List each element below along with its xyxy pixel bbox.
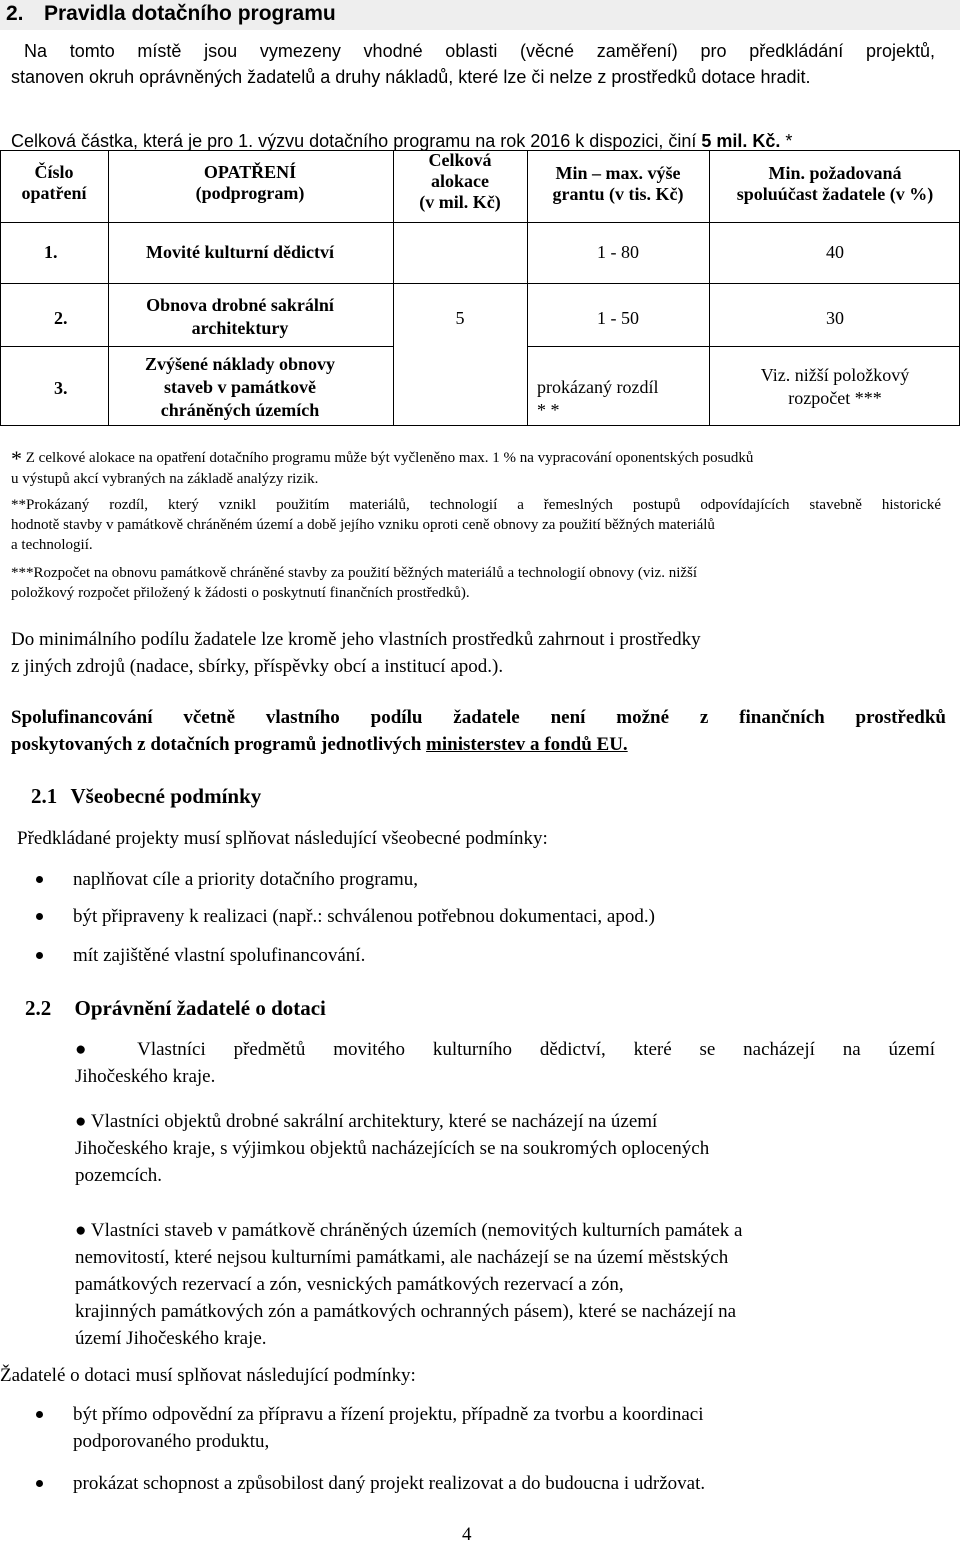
header-grant-range	[528, 163, 708, 205]
eligible-item-1-line1: Vlastníci předmětů movitého kulturního dědictví, které se nacházejí na území	[137, 1039, 935, 1060]
note-3-line2: položkový rozpočet přiložený k žádosti o poskytnutí finančních prostředků).	[11, 585, 470, 601]
header-number	[14, 162, 94, 204]
table-border-bottom	[0, 425, 960, 426]
row2-measure-line2: architektury	[191, 318, 289, 338]
section-heading	[0, 0, 960, 30]
conditions-bullet-1-line2: podporovaného produktu,	[73, 1431, 270, 1452]
row3-min-share-line2: rozpočet ***	[788, 388, 882, 408]
eligible-item-3-line5: území Jihočeského kraje.	[75, 1328, 267, 1349]
header-allocation-line3: (v mil. Kč)	[419, 192, 501, 212]
row3-measure-line3: chráněných územích	[160, 400, 320, 420]
eligible-item-2-line2: Jihočeského kraje, s výjimkou objektů nacházejících se na soukromých oplocených	[75, 1138, 710, 1159]
note-3-line1: ***Rozpočet na obnovu památkově chráněné stavby za použití běžných materiálů a technologií obnovy (viz. nižší	[11, 565, 698, 581]
conditions-intro: Žadatelé o dotaci musí splňovat následující podmínky:	[0, 1365, 416, 1386]
note-1-star: *	[11, 446, 22, 471]
header-min-share	[710, 163, 960, 205]
table-header-bottom	[0, 222, 960, 223]
eligible-item-3-line2: nemovitostí, které nejsou kulturními památkami, ale nacházejí se na území městských	[75, 1247, 729, 1268]
general-intro: Předkládané projekty musí splňovat následující všeobecné podmínky:	[17, 828, 548, 849]
conditions-bullet-1	[73, 1401, 939, 1455]
eligible-item-2-line3: pozemcích.	[75, 1165, 163, 1186]
eligible-item-2-line1: Vlastníci objektů drobné sakrální architektury, které se nacházejí na území	[90, 1111, 658, 1132]
own-funds-line2: z jiných zdrojů (nadace, sbírky, příspěvky obcí a institucí apod.).	[11, 656, 504, 677]
note-3	[11, 563, 941, 603]
table-row2-bottom-left	[0, 346, 393, 347]
page-number: 4	[462, 1524, 472, 1545]
conditions-bullet-2: prokázat schopnost a způsobilost daný projekt realizovat a do budoucna i udržovat.	[73, 1473, 706, 1494]
bullet-icon	[36, 1411, 43, 1418]
bullet-icon	[36, 1480, 43, 1487]
cofinancing-link-text: ministerstev a fondů EU.	[426, 734, 628, 755]
subsection-eligible-title: Oprávnění žadatelé o dotaci	[74, 996, 326, 1020]
general-bullet-2: být připraveny k realizaci (např.: schválenou potřebnou dokumentaci, apod.)	[73, 906, 655, 927]
total-amount-text: Celková částka, která je pro 1. výzvu dotačního programu na rok 2016 k dispozici, činí	[11, 131, 697, 151]
section-title: Pravidla dotačního programu	[44, 2, 336, 25]
table-divider-3	[527, 150, 528, 425]
subsection-general-title: Všeobecné podmínky	[70, 784, 262, 808]
intro-line-2: stanoven okruh oprávněných žadatelů a druhy nákladů, které lze či nelze z prostředků dotace hradit.	[11, 67, 811, 87]
row3-measure-line2: staveb v památkově	[164, 377, 316, 397]
table-divider-4	[709, 150, 710, 425]
header-grant-range-line1: Min – max. výše	[555, 163, 681, 183]
subsection-eligible-heading	[25, 996, 326, 1021]
header-measure-line1: OPATŘENÍ	[203, 162, 297, 182]
row3-grant-range-line1: prokázaný rozdíl	[537, 377, 659, 397]
eligible-item-1-line2: Jihočeského kraje.	[75, 1066, 216, 1087]
cofinancing-paragraph	[11, 704, 946, 758]
conditions-bullet-1-line1: být přímo odpovědní za přípravu a řízení projektu, případně za tvorbu a koordinaci	[73, 1404, 704, 1425]
note-1	[11, 448, 941, 489]
note-2-line3: a technologií.	[11, 537, 93, 553]
row3-grant-range-line2: * *	[537, 400, 560, 420]
note-1-line1: Z celkové alokace na opatření dotačního programu může být vyčleněno max. 1 % na vypracování oponentských posudků	[25, 450, 754, 466]
header-number-line2: opatření	[21, 183, 87, 203]
subsection-general-number: 2.1	[31, 784, 58, 808]
eligible-item-3-line4: krajinných památkových zón a památkových ochranných pásem), které se nacházejí na	[75, 1301, 737, 1322]
subsection-eligible-number: 2.2	[25, 996, 52, 1020]
subsection-general-heading	[31, 784, 261, 809]
row3-number: 3.	[54, 378, 68, 398]
row2-measure	[110, 294, 370, 340]
eligible-item-3-line1: Vlastníci staveb v památkově chráněných územích (nemovitých kulturních památek a	[90, 1220, 743, 1241]
eligible-item-3-line3: památkových rezervací a zón, vesnických památkových rezervací a zón,	[75, 1274, 624, 1295]
intro-line-1: Na tomto místě jsou vymezeny vhodné oblasti (věcné zaměření) pro předkládání projektů,	[24, 41, 935, 61]
bullet-icon	[36, 876, 43, 883]
eligible-bullet-icon: ●	[75, 1039, 110, 1060]
row3-min-share	[710, 364, 960, 410]
row2-grant-range: 1 - 50	[597, 308, 639, 328]
own-funds-paragraph	[11, 626, 936, 680]
header-allocation-line1: Celková	[428, 150, 492, 170]
header-measure-line2: (podprogram)	[195, 183, 305, 203]
header-allocation	[395, 150, 525, 213]
header-min-share-line2: spoluúčast žadatele (v %)	[736, 184, 934, 204]
header-number-line1: Číslo	[34, 162, 74, 182]
eligible-bullet-icon: ●	[75, 1220, 87, 1241]
bullet-icon	[36, 913, 43, 920]
row3-min-share-line1: Viz. nižší položkový	[760, 365, 910, 385]
note-2-line2: hodnotě stavby v památkově chráněném území a době jejího vzniku oproti ceně obnovy za použití běžných materiálů	[11, 517, 715, 533]
row1-grant-range: 1 - 80	[597, 242, 639, 262]
header-measure	[170, 162, 330, 204]
section-number: 2.	[6, 2, 24, 25]
measures-table	[0, 150, 960, 430]
general-bullet-1: naplňovat cíle a priority dotačního programu,	[73, 869, 419, 890]
own-funds-line1: Do minimálního podílu žadatele lze kromě jeho vlastních prostředků zahrnout i prostředky	[11, 629, 701, 650]
eligible-bullet-icon: ●	[75, 1111, 87, 1132]
bullet-icon	[36, 952, 43, 959]
table-row1-bottom	[0, 283, 960, 284]
row2-number: 2.	[54, 308, 68, 328]
eligible-item-2	[75, 1108, 935, 1189]
note-2-line1: **Prokázaný rozdíl, který vznikl použitím materiálů, technologií a řemeslných postupů odpovídajících stavebně historické	[11, 497, 941, 513]
table-border-top	[0, 150, 960, 151]
row1-number: 1.	[44, 242, 58, 262]
row3-measure	[110, 353, 370, 422]
cofinancing-line2: poskytovaných z dotačních programů jednotlivých	[11, 734, 422, 755]
table-row2-bottom-right	[527, 346, 960, 347]
header-min-share-line1: Min. požadovaná	[768, 163, 902, 183]
eligible-item-1	[75, 1036, 935, 1090]
cofinancing-line1: Spolufinancování včetně vlastního podílu žadatele není možné z finančních prostředků	[11, 707, 946, 728]
header-allocation-line2: alokace	[431, 171, 489, 191]
note-1-line2: u výstupů akcí vybraných na základě analýzy rizik.	[11, 471, 319, 487]
note-2	[11, 495, 941, 555]
row2-measure-line1: Obnova drobné sakrální	[146, 295, 334, 315]
general-bullet-3: mít zajištěné vlastní spolufinancování.	[73, 945, 366, 966]
row2-min-share: 30	[826, 308, 844, 328]
header-grant-range-line2: grantu (v tis. Kč)	[552, 184, 684, 204]
row3-grant-range	[537, 376, 658, 422]
eligible-item-3	[75, 1217, 935, 1352]
row3-measure-line1: Zvýšené náklady obnovy	[144, 354, 336, 374]
table-divider-1	[108, 150, 109, 425]
row1-measure: Movité kulturní dědictví	[146, 242, 334, 262]
table-border-left	[0, 150, 1, 425]
row1-min-share: 40	[826, 242, 844, 262]
total-amount-star: *	[785, 131, 793, 151]
total-amount-value: 5 mil. Kč.	[701, 131, 781, 151]
table-divider-2	[393, 150, 394, 425]
allocation-value: 5	[455, 308, 465, 328]
